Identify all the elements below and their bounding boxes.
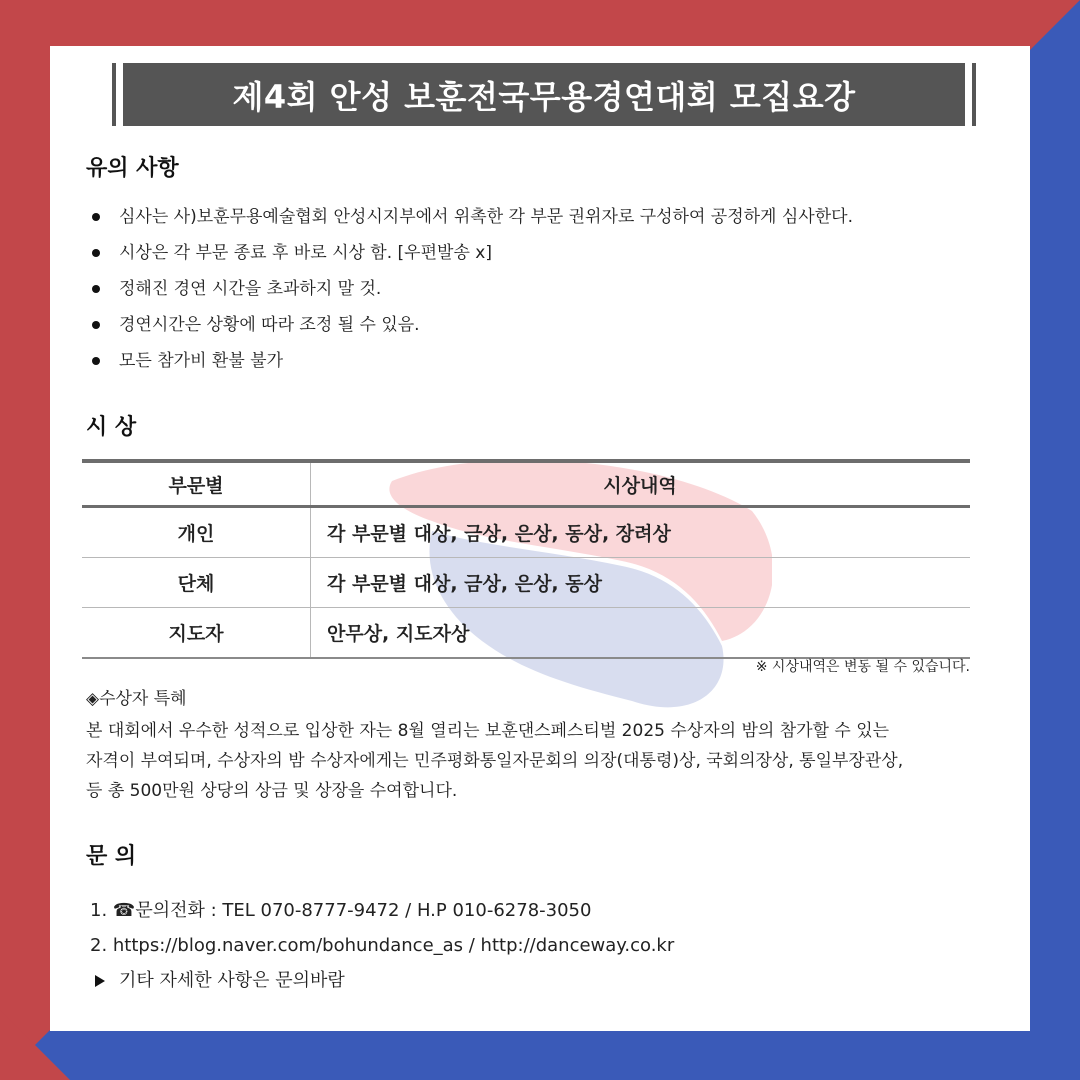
detail-cell: 각 부문별 대상, 금상, 은상, 동상 [311,558,971,608]
detail-cell: 각 부문별 대상, 금상, 은상, 동상, 장려상 [311,507,971,558]
list-item: 정해진 경연 시간을 초과하지 말 것. [90,271,853,307]
list-item: 경연시간은 상황에 따라 조정 될 수 있음. [90,307,853,343]
contact-extra-text: 기타 자세한 사항은 문의바람 [119,970,345,991]
contact-phone: 1. ☎문의전화 : TEL 070-8777-9472 / H.P 010-6278-3050 [90,900,592,921]
benefit-line: 자격이 부여되며, 수상자의 밤 수상자에게는 민주평화통일자문회의 의장(대통령)상, 국회의장상, 통일부장관상, [86,751,904,771]
contact-links[interactable]: 2. https://blog.naver.com/bohundance_as / http://danceway.co.kr [90,935,675,956]
benefit-line: 등 총 500만원 상당의 상금 및 상장을 수여합니다. [86,781,458,801]
awards-table-wrap [82,459,970,651]
category-cell: 개인 [82,507,311,558]
contact-heading: 문 의 [86,844,137,869]
benefit-line: 본 대회에서 우수한 성적으로 입상한 자는 8월 열리는 보훈댄스페스티벌 2025 수상자의 밤의 참가할 수 있는 [86,721,890,741]
benefit-title: ◈수상자 특혜 [86,689,187,709]
triangle-right-icon [95,975,105,987]
list-item: 심사는 사)보훈무용예술협회 안성시지부에서 위촉한 각 부문 권위자로 구성하여 공정하게 심사한다. [90,199,853,235]
contact-list [90,893,674,998]
benefit-body [86,716,1006,806]
table-row [82,608,970,659]
category-cell: 단체 [82,558,311,608]
page-title: 제4회 안성 보훈전국무용경연대회 모집요강 [112,63,976,126]
list-item: 시상은 각 부문 종료 후 바로 시상 함. [우편발송 x] [90,235,853,271]
notes-list [90,199,853,379]
detail-cell: 안무상, 지도자상 [311,608,971,659]
contact-extra [90,963,674,998]
notes-heading: 유의 사항 [86,156,179,181]
table-row [82,558,970,608]
list-item: 모든 참가비 환불 불가 [90,343,853,379]
table-row [82,507,970,558]
category-cell: 지도자 [82,608,311,659]
column-header-detail: 시상내역 [311,461,971,507]
awards-footnote: ※ 시상내역은 변동 될 수 있습니다. [755,659,970,675]
column-header-category: 부문별 [82,461,311,507]
table-header-row [82,461,970,507]
awards-table [82,459,970,659]
poster-card [50,46,1030,1031]
awards-heading: 시 상 [86,415,137,440]
